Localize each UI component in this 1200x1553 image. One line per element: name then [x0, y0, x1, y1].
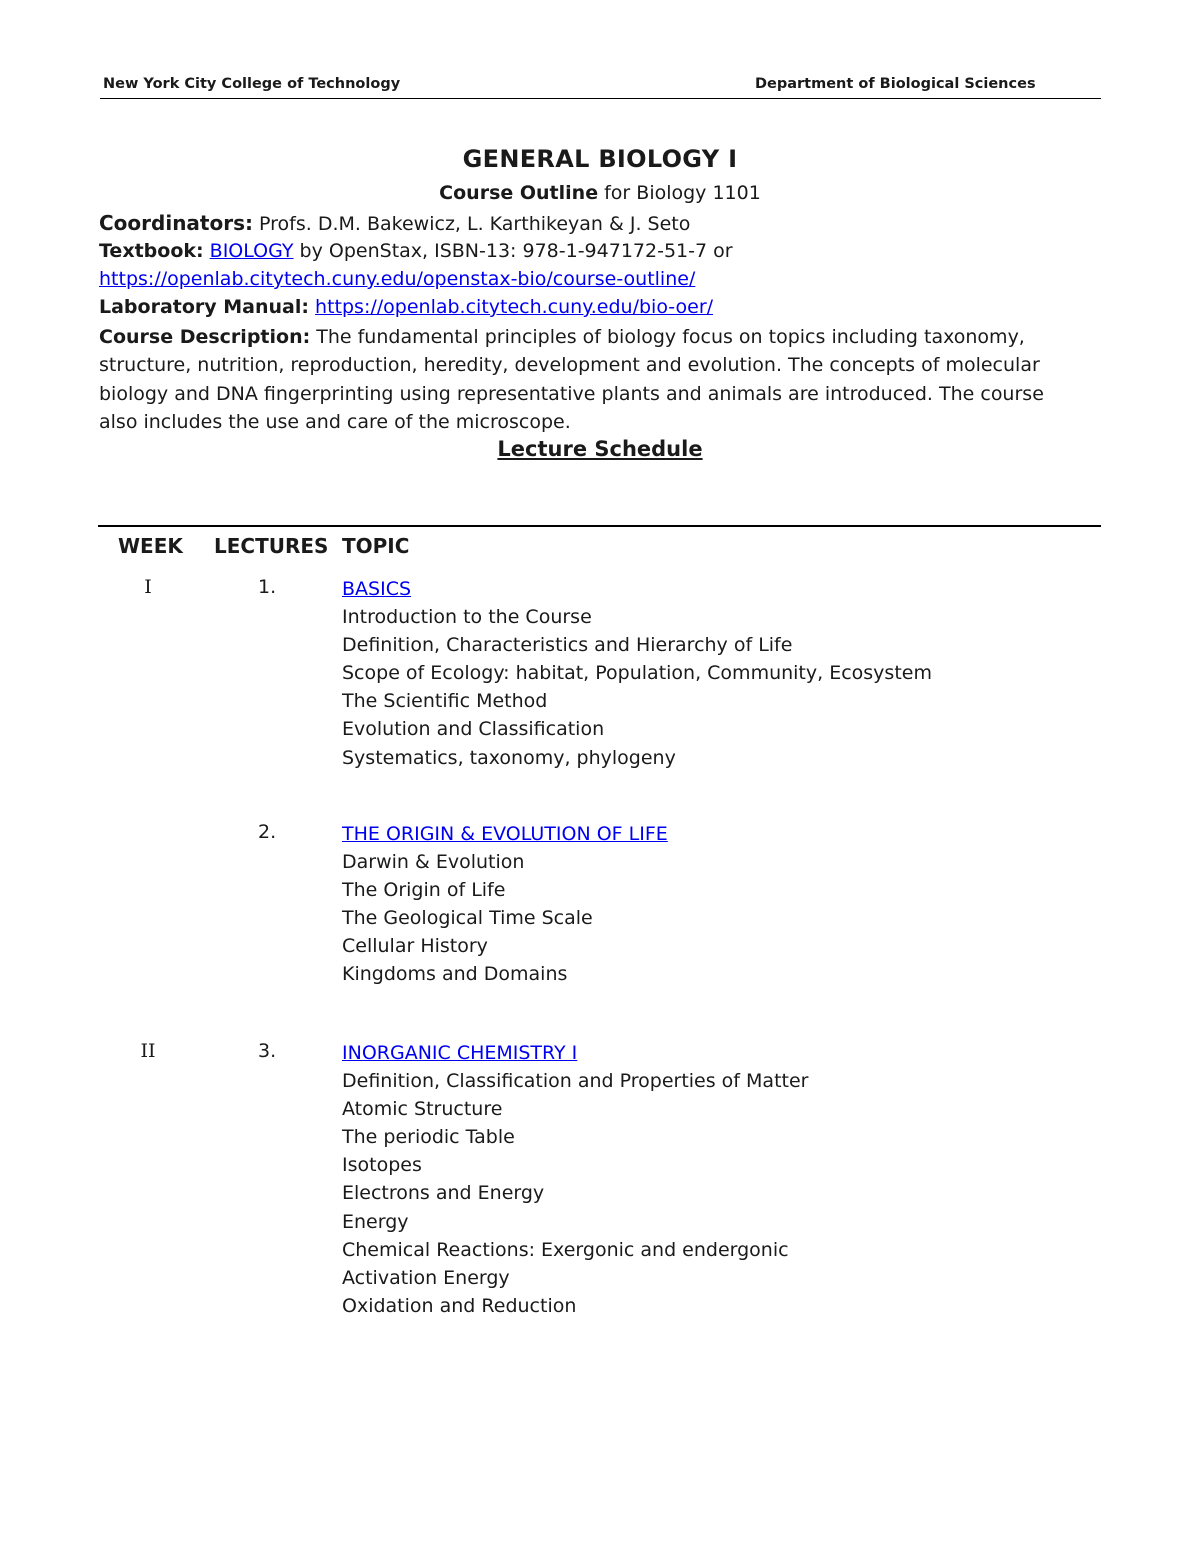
header-week: WEEK [118, 534, 183, 558]
college-name: New York City College of Technology [103, 76, 401, 92]
document-title: GENERAL BIOLOGY I [462, 145, 738, 173]
textbook-link[interactable]: BIOLOGY [209, 240, 294, 262]
header-lectures: LECTURES [214, 534, 329, 558]
topic-item: Scope of Ecology: habitat, Population, Community, Ecosystem [342, 662, 932, 685]
topic-item: Oxidation and Reduction [342, 1294, 577, 1317]
subtitle-rest: for Biology 1101 [598, 182, 761, 204]
topic-item: Kingdoms and Domains [342, 963, 568, 986]
topic-block [342, 575, 932, 772]
topic-item: Evolution and Classification [342, 718, 605, 741]
topic-block [342, 1039, 808, 1320]
topic-item: The periodic Table [342, 1126, 515, 1149]
topic-item: The Geological Time Scale [342, 907, 593, 930]
header-topic: TOPIC [342, 534, 410, 558]
week-cell: I [144, 576, 152, 598]
textbook-label: Textbook: [99, 240, 204, 262]
coordinators-label: Coordinators: [99, 211, 253, 235]
coordinators-line [99, 211, 690, 235]
course-description [99, 323, 1074, 436]
topic-item: Definition, Classification and Properties of Matter [342, 1070, 809, 1093]
lecture-number: 2. [258, 821, 277, 843]
lab-manual-label: Laboratory Manual: [99, 296, 309, 318]
department-name: Department of Biological Sciences [755, 76, 1036, 92]
lecture-number: 1. [258, 576, 277, 598]
topic-link-basics[interactable]: BASICS [342, 578, 412, 600]
topic-item: Energy [342, 1210, 409, 1233]
page-header [100, 74, 1101, 99]
topic-item: The Scientific Method [342, 690, 548, 713]
topic-item: Darwin & Evolution [342, 851, 525, 874]
topic-item: Introduction to the Course [342, 606, 592, 629]
textbook-line [99, 240, 733, 262]
topic-item: Chemical Reactions: Exergonic and endergonic [342, 1238, 789, 1261]
topic-item: Cellular History [342, 935, 488, 958]
schedule-title: Lecture Schedule [497, 437, 703, 461]
topic-link-origin-evolution[interactable]: THE ORIGIN & EVOLUTION OF LIFE [342, 823, 668, 845]
topic-item: Definition, Characteristics and Hierarchy of Life [342, 634, 793, 657]
textbook-url-line [99, 268, 695, 290]
lab-manual-line [99, 296, 713, 318]
topic-item: Systematics, taxonomy, phylogeny [342, 746, 676, 769]
topic-block [342, 820, 668, 989]
coordinators-value: Profs. D.M. Bakewicz, L. Karthikeyan & J. Seto [253, 213, 691, 235]
topic-item: Atomic Structure [342, 1098, 503, 1121]
week-cell: II [140, 1040, 156, 1062]
topic-item: Electrons and Energy [342, 1182, 545, 1205]
topic-link-inorganic-chemistry[interactable]: INORGANIC CHEMISTRY I [342, 1042, 578, 1064]
textbook-url-link[interactable]: https://openlab.citytech.cuny.edu/openstax-bio/course-outline/ [99, 268, 696, 290]
lab-manual-link[interactable]: https://openlab.citytech.cuny.edu/bio-oer/ [315, 296, 714, 318]
course-description-text: The fundamental principles of biology focus on topics including taxonomy, structure, nutrition, reproduction, heredity, development and evolution. The concepts of molecular biology and DNA fingerprinting using representative plants and animals are introduced. The course also includes the use and care of the microscope. [99, 326, 1044, 433]
textbook-details: by OpenStax, ISBN-13: 978-1-947172-51-7 or [293, 240, 733, 262]
table-top-rule [98, 525, 1101, 527]
lecture-number: 3. [258, 1040, 277, 1062]
subtitle-bold: Course Outline [439, 182, 599, 204]
topic-item: Isotopes [342, 1154, 422, 1177]
course-description-label: Course Description: [99, 326, 311, 348]
topic-item: Activation Energy [342, 1266, 510, 1289]
topic-item: The Origin of Life [342, 879, 506, 902]
subtitle [0, 182, 1200, 204]
